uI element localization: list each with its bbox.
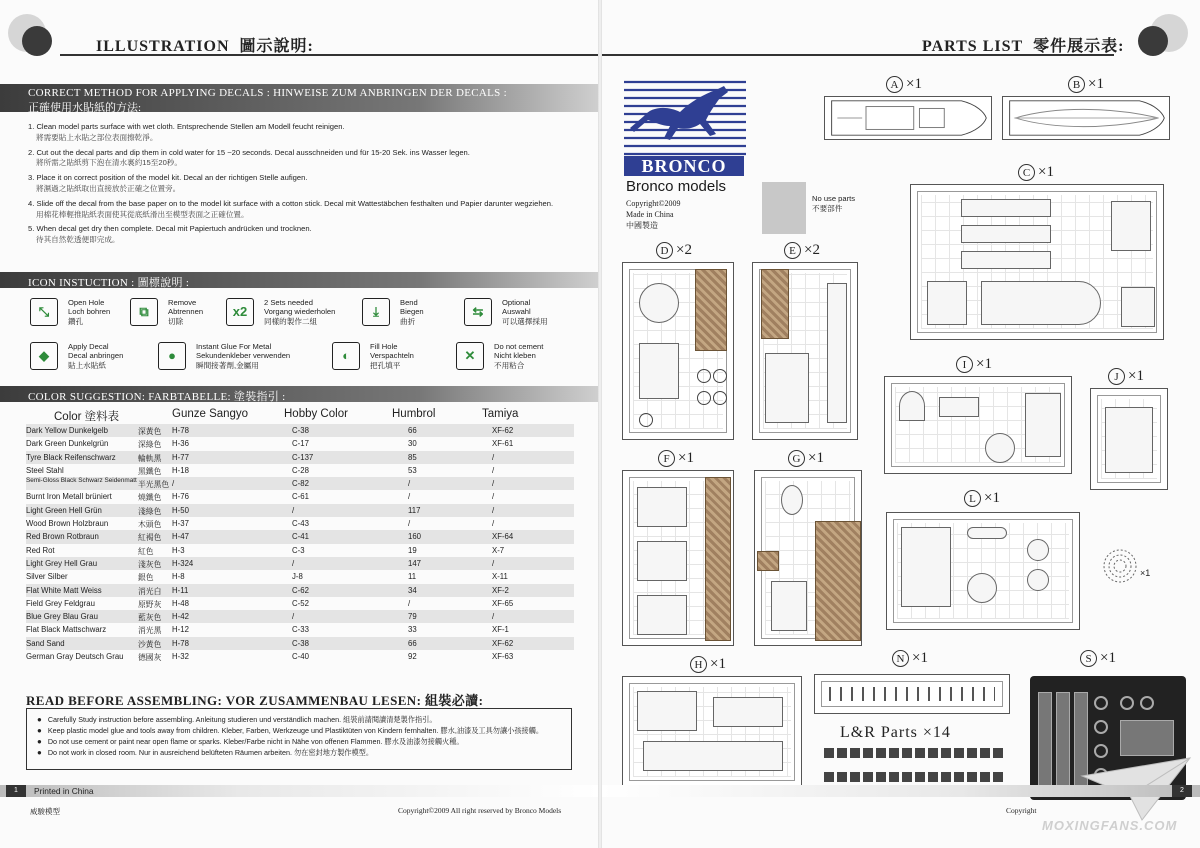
- left-header: [0, 0, 598, 70]
- icon-entry: x2 2 Sets needed Vorgang wiederholen 同樣的製作二組: [226, 296, 336, 334]
- table-row: Blue Grey Blau Grau 藍灰色 H-42 / 79 /: [26, 610, 574, 623]
- list-item: ● Carefully Study instruction before assembling. Anleitung studieren und verständlich machen. 組裝前請閱讀清楚製作指引。: [37, 714, 561, 725]
- header-circle-dark: [1138, 26, 1168, 56]
- table-row: Silver Silber 銀色 H-8 J-8 11 X-11: [26, 572, 508, 583]
- brand-info: Copyright©2009 Made in China 中國製造: [626, 199, 681, 230]
- icon-entry: ⤓ Bend Biegen 曲折: [362, 296, 472, 334]
- part-label-c: C ×1: [1018, 164, 1054, 181]
- printed-in: Printed in China: [34, 786, 94, 796]
- table-row: Sand Sand 沙黃色 H-78 C-38 66 XF-62: [26, 637, 574, 650]
- sprue-n: [814, 674, 1010, 714]
- sprue-g: [754, 470, 862, 646]
- sprue-i: [884, 376, 1072, 474]
- optional-icon: ⇆: [464, 298, 492, 326]
- table-row: German Gray Deutsch Grau 德國灰 H-32 C-40 92 XF-63: [26, 652, 514, 663]
- icon-section-bar: [0, 272, 598, 288]
- sprue-f: [622, 470, 734, 646]
- left-page: [0, 0, 598, 848]
- table-row: Burnt Iron Metall brüniert 燒鐵色 H-76 C-61 / /: [26, 492, 495, 503]
- left-header-title: ILLUSTRATION 圖示說明:: [96, 38, 314, 55]
- list-item: ● Do not work in closed room. Nur in ausreichend belüfteten Räumen arbeiten. 勿在密封地方製作模型。: [37, 747, 561, 758]
- part-label-e: E ×2: [784, 242, 820, 259]
- part-label-h: H ×1: [690, 656, 726, 673]
- spring-count: ×1: [1140, 568, 1151, 578]
- decal-step: 1. Clean model parts surface with wet cloth. Entsprechende Stellen am Modell feucht reinigen. 將需要貼上水貼之部位表面擦乾淨。: [28, 122, 345, 142]
- no-use-swatch: [762, 182, 806, 234]
- table-row: Dark Yellow Dunkelgelb 深黃色 H-78 C-38 66 XF-62: [26, 424, 574, 437]
- part-label-i: I ×1: [956, 356, 992, 373]
- decal-step: 5. When decal get dry then complete. Decal mit Papiertuch andrücken und trocknen. 待其自然乾透便即完成。: [28, 224, 312, 245]
- table-row: Light Grey Hell Grau 淺灰色 H-324 / 147 /: [26, 557, 574, 570]
- right-page: [602, 0, 1200, 848]
- hull-part-a: [824, 96, 992, 140]
- part-label-d: D ×2: [656, 242, 692, 259]
- decal-section-bar: [0, 84, 598, 112]
- table-row: Flat White Matt Weiss 消光白 H-11 C-62 34 XF-2: [26, 584, 574, 597]
- sprue-d: [622, 262, 734, 440]
- decal-section-title: CORRECT METHOD FOR APPLYING DECALS : HINWEISE ZUM ANBRINGEN DER DECALS :: [28, 87, 507, 99]
- table-row: Field Grey Feldgrau 原野灰 H-48 C-52 / XF-65: [26, 598, 514, 609]
- icon-section-title: ICON INSTUCTION : 圖標說明 :: [28, 277, 190, 289]
- open-hole-icon: ⤡: [30, 298, 58, 326]
- table-row: Wood Brown Holzbraun 木頭色 H-37 C-43 / /: [26, 519, 495, 530]
- spring-coil-icon: [1102, 548, 1138, 584]
- table-row: Red Rot 紅色 H-3 C-3 19 X-7: [26, 545, 505, 556]
- instant-glue-icon: ●: [158, 342, 186, 370]
- part-label-j: J ×1: [1108, 368, 1144, 385]
- watermark-text: MOXINGFANS.COM: [1042, 818, 1178, 833]
- no-cement-icon: ✕: [456, 342, 484, 370]
- icon-entry: ⧉ Remove Abtrennen 切除: [130, 296, 240, 334]
- fill-hole-icon: ◐: [332, 342, 360, 370]
- part-label-s: S ×1: [1080, 650, 1116, 667]
- sprue-c: [910, 184, 1164, 340]
- table-row: Dark Green Dunkelgrün 深綠色 H-36 C-17 30 XF-61: [26, 439, 514, 450]
- no-use-label: No use parts 不要部件: [812, 194, 856, 213]
- part-label-l: L ×1: [964, 490, 1000, 507]
- table-row: Semi-Gloss Black Schwarz Seidenmatt 半光黑色 / C-82 / /: [26, 477, 574, 490]
- lr-parts-label: L&R Parts ×14: [840, 724, 951, 741]
- horse-logo: [624, 76, 746, 156]
- copyright-footer: Copyright©2009 All right reserved by Bronco Models: [398, 806, 562, 815]
- brand-name: Bronco models: [626, 178, 727, 195]
- apply-decal-icon: ◆: [30, 342, 58, 370]
- decal-steps: [28, 122, 588, 250]
- color-table-header: Color 塗料表 Gunze Sangyo Hobby Color Humbrol Tamiya: [54, 408, 519, 423]
- remove-icon: ⧉: [130, 298, 158, 326]
- part-label-a: A ×1: [886, 76, 922, 93]
- color-table-body: [26, 424, 574, 663]
- table-row: Steel Stahl 黑鐵色 H-18 C-28 53 /: [26, 465, 495, 476]
- page-number: 1: [6, 785, 26, 797]
- icon-entry: ⤡ Open Hole Loch bohren 鑽孔: [30, 296, 140, 334]
- sprue-l: [886, 512, 1080, 630]
- part-label-g: G ×1: [788, 450, 824, 467]
- sprue-n-pins: [829, 687, 995, 701]
- track-links-row: [824, 772, 1004, 782]
- right-header-title: PARTS LIST 零件展示表:: [922, 38, 1125, 55]
- left-footer-bar: [0, 785, 598, 797]
- color-section-title: COLOR SUGGESTION: FARBTABELLE: 塗裝指引 :: [28, 391, 286, 403]
- sprue-j: [1090, 388, 1168, 490]
- decal-step: 3. Place it on correct position of the model kit. Decal an der richtigen Stelle aufigen. 將濕過之貼紙取出直接放於正確之位置旁。: [28, 173, 308, 193]
- color-table: [26, 406, 574, 663]
- sprue-h: [622, 676, 802, 788]
- bend-icon: ⤓: [362, 298, 390, 326]
- icon-entry: ● Instant Glue For Metal Sekundenkleber verwenden 瞬間接著劑,金屬用: [158, 340, 268, 378]
- icon-entry: ⇆ Optional Auswahl 可以選擇採用: [464, 296, 574, 334]
- decal-section-title-cn: 正確使用水貼紙的方法:: [28, 102, 142, 114]
- read-section-title: READ BEFORE ASSEMBLING: VOR ZUSAMMENBAU LESEN: 組裝必讀:: [26, 693, 484, 708]
- brand-box: BRONCO: [624, 156, 744, 176]
- list-item: ● Keep plastic model glue and tools away from children. Kleber, Farben, Werkzeuge und Plastiktüten von Kindern fernhalten. 膠水,油漆及工具勿讓小孩接觸。: [37, 725, 561, 736]
- decal-step: 2. Cut out the decal parts and dip them in cold water for 15 ~20 seconds. Decal ausschneiden und für 15-20 Sek. ins Wasser legen. 將所需之貼紙剪下泡在清水裏約15至20秒。: [28, 147, 470, 168]
- part-label-f: F ×1: [658, 450, 694, 467]
- copyright-footer: Copyright: [1006, 806, 1037, 815]
- sprue-e: [752, 262, 858, 440]
- page-number: 2: [1172, 785, 1192, 797]
- right-footer-bar: [602, 785, 1200, 797]
- table-row: Red Brown Rotbraun 紅褐色 H-47 C-41 160 XF-64: [26, 530, 574, 543]
- icon-entry: ✕ Do not cement Nicht kleben 不用粘合: [456, 340, 566, 378]
- header-circle-dark: [22, 26, 52, 56]
- part-label-b: B ×1: [1068, 76, 1104, 93]
- brand-cn-footer: 威駿模型: [30, 807, 60, 816]
- right-header: [602, 0, 1200, 70]
- hull-part-b: [1002, 96, 1170, 140]
- color-section-bar: [0, 386, 598, 402]
- track-links-row: [824, 748, 1004, 758]
- list-item: ● Do not use cement or paint near open flame or sparks. Kleber/Farbe nicht in Nähe von offenen Flammen. 膠水及油漆勿接觸火種。: [37, 736, 561, 747]
- read-box: [26, 708, 572, 770]
- two-sets-icon: x2: [226, 298, 254, 326]
- table-row: Flat Black Mattschwarz 消光黑 H-12 C-33 33 XF-1: [26, 625, 509, 636]
- table-row: Light Green Hell Grün 淺綠色 H-50 / 117 /: [26, 504, 574, 517]
- icon-entry: ◐ Fill Hole Verspachteln 把孔填平: [332, 340, 442, 378]
- decal-step: 4. Slide off the decal from the base paper on to the model kit surface with a cotton stick. Decal mit Wattestäbchen festhalten und Papier darunter wegziehen. 用棉花棒輕推貼紙表面使其從底紙滑出至模型表面之正確位置。: [28, 198, 554, 219]
- table-row: Tyre Black Reifenschwarz 輪軌黑 H-77 C-137 85 /: [26, 451, 574, 464]
- icon-legend: [26, 296, 586, 380]
- icon-entry: ◆ Apply Decal Decal anbringen 貼上水貼紙: [30, 340, 140, 378]
- part-label-n: N ×1: [892, 650, 928, 667]
